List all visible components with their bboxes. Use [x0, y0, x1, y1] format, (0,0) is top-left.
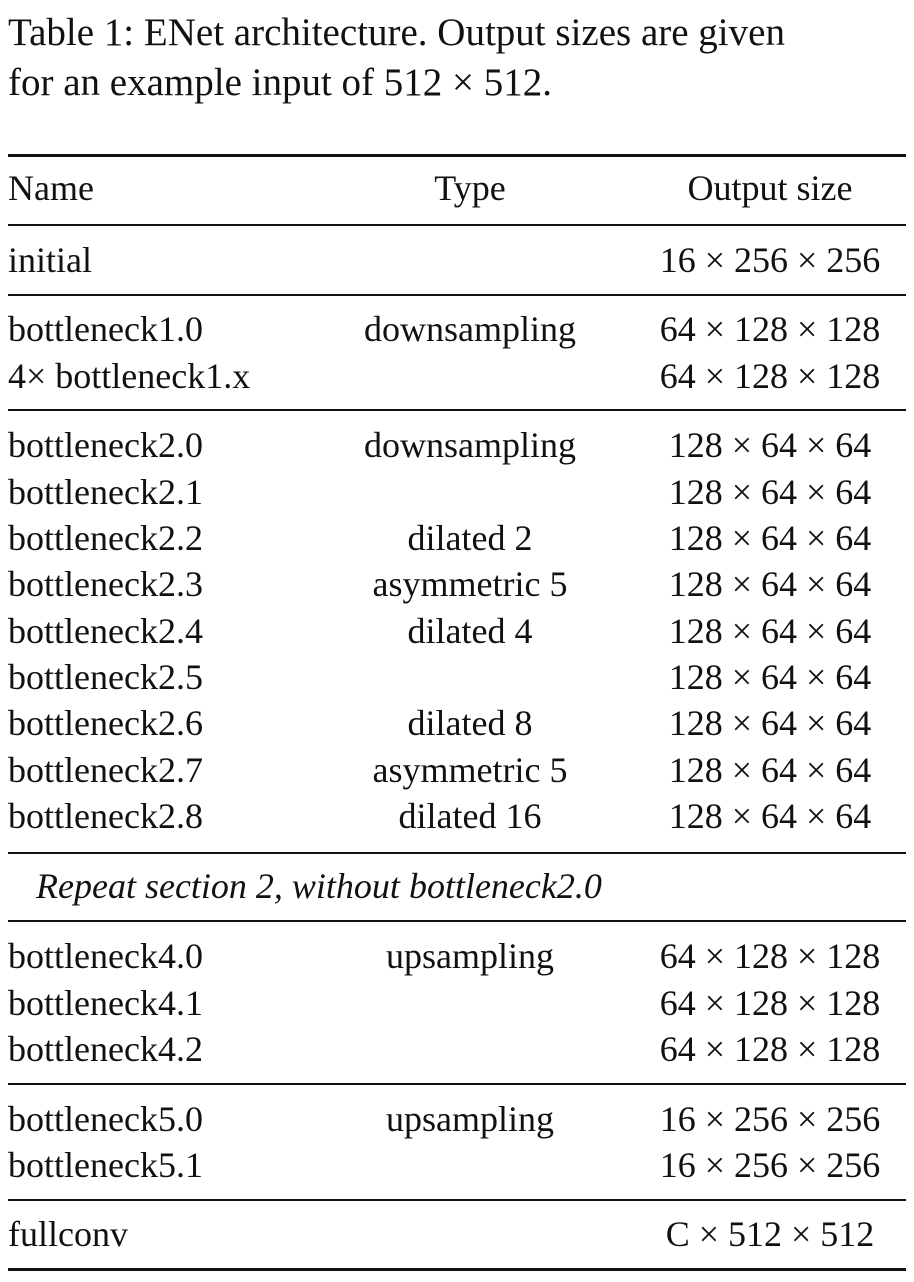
row-name: bottleneck2.2 [8, 518, 203, 558]
row-name: bottleneck4.0 [8, 936, 203, 976]
row-name: bottleneck5.0 [8, 1099, 203, 1139]
row-type: downsampling [364, 425, 576, 465]
row-type: asymmetric 5 [372, 750, 568, 790]
repeat-note: Repeat section 2, without bottleneck2.0 [36, 866, 602, 906]
section-rule-2 [8, 852, 906, 854]
bottom-rule [8, 1268, 906, 1271]
section-rule-4 [8, 1083, 906, 1085]
row-output: 16 × 256 × 256 [659, 1099, 881, 1139]
section-rule-3 [8, 920, 906, 922]
row-type: dilated 2 [407, 518, 533, 558]
section-rule-5 [8, 1199, 906, 1201]
row-output: 128 × 64 × 64 [668, 564, 872, 604]
caption-line-1: Table 1: ENet architecture. Output sizes are given [8, 11, 785, 54]
row-output: 128 × 64 × 64 [668, 611, 872, 651]
row-output: 128 × 64 × 64 [668, 518, 872, 558]
row-name: bottleneck4.2 [8, 1029, 203, 1069]
row-output: 64 × 128 × 128 [659, 1029, 881, 1069]
row-type: upsampling [386, 1099, 554, 1139]
header-type: Type [434, 168, 506, 208]
row-output: 64 × 128 × 128 [659, 356, 881, 396]
row-type: dilated 4 [407, 611, 533, 651]
row-name: bottleneck5.1 [8, 1145, 203, 1185]
top-rule [8, 154, 906, 157]
row-output: 64 × 128 × 128 [659, 983, 881, 1023]
row-output: 64 × 128 × 128 [659, 936, 881, 976]
row-name: bottleneck2.3 [8, 564, 203, 604]
row-name: bottleneck4.1 [8, 983, 203, 1023]
row-name: bottleneck2.4 [8, 611, 203, 651]
row-type: downsampling [364, 309, 576, 349]
row-output: 128 × 64 × 64 [668, 425, 872, 465]
header-output-size: Output size [687, 168, 853, 208]
row-name: fullconv [8, 1214, 128, 1254]
row-name: bottleneck2.7 [8, 750, 203, 790]
row-type: dilated 8 [407, 703, 533, 743]
caption-line-2: for an example input of 512 × 512. [8, 61, 553, 104]
row-output: C × 512 × 512 [665, 1214, 875, 1254]
row-name: bottleneck2.5 [8, 657, 203, 697]
row-output: 16 × 256 × 256 [659, 1145, 881, 1185]
row-output: 128 × 64 × 64 [668, 703, 872, 743]
row-name: bottleneck2.8 [8, 796, 203, 836]
row-name: bottleneck2.0 [8, 425, 203, 465]
row-type: upsampling [386, 936, 554, 976]
header-rule [8, 224, 906, 226]
row-name: 4× bottleneck1.x [8, 356, 251, 396]
row-output: 64 × 128 × 128 [659, 309, 881, 349]
row-type: asymmetric 5 [372, 564, 568, 604]
section-rule-initial [8, 294, 906, 296]
section-rule-1 [8, 409, 906, 411]
row-output: 128 × 64 × 64 [668, 796, 872, 836]
row-output: 128 × 64 × 64 [668, 472, 872, 512]
header-name: Name [8, 168, 94, 208]
row-output: 128 × 64 × 64 [668, 657, 872, 697]
row-output: 128 × 64 × 64 [668, 750, 872, 790]
row-name: initial [8, 240, 92, 280]
table-caption [8, 8, 908, 108]
row-type: dilated 16 [398, 796, 542, 836]
row-name: bottleneck2.1 [8, 472, 203, 512]
row-output: 16 × 256 × 256 [659, 240, 881, 280]
row-name: bottleneck1.0 [8, 309, 203, 349]
row-name: bottleneck2.6 [8, 703, 203, 743]
